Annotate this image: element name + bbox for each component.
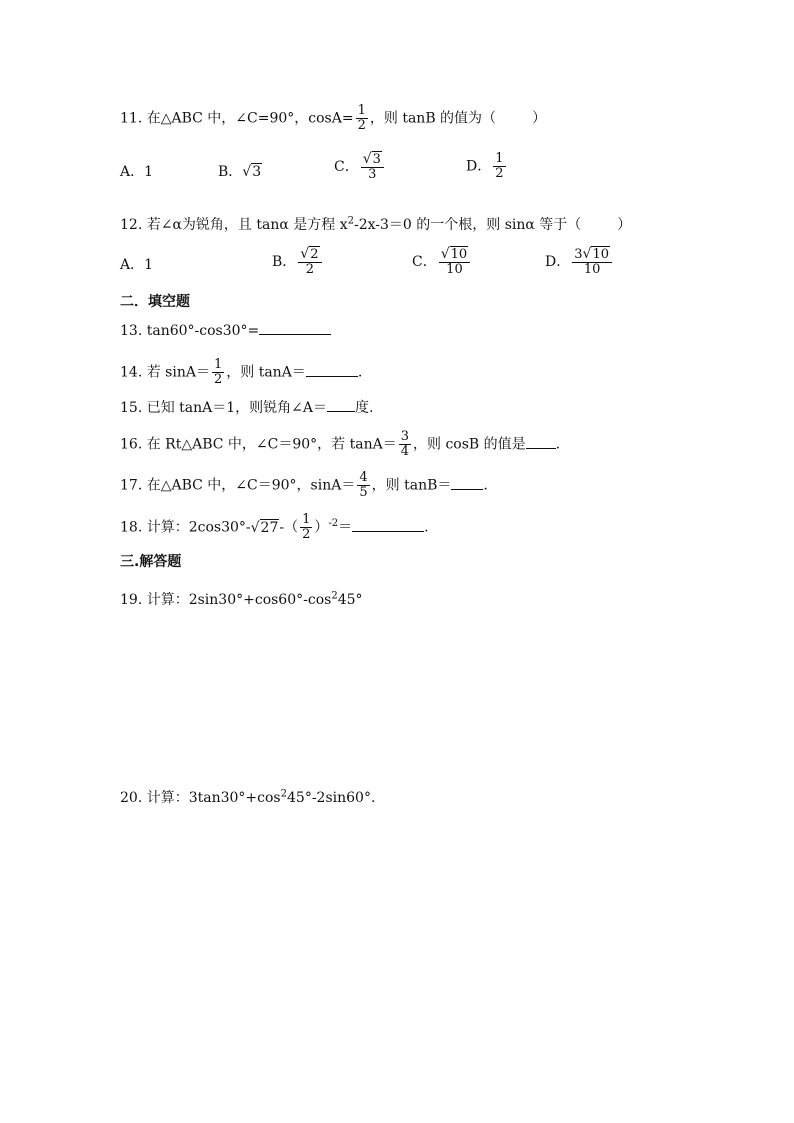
answer-blank[interactable] xyxy=(306,362,358,377)
question-text: ，则 tanB 的值为（ xyxy=(369,110,497,127)
option-b[interactable]: B． $\frac{√2}{2}$ xyxy=(272,247,324,277)
answer-blank[interactable] xyxy=(352,517,424,532)
question-20: 20. 计算：$3\tan 30^\circ+\cos^245^\circ-2\sin 60^\circ$. xyxy=(120,788,376,806)
question-13: 13. tan60°-cos30°= xyxy=(120,320,331,341)
sqrt: √3 xyxy=(242,164,262,180)
question-12: 12. 若∠α为锐角，且 tanα 是方程 $x^2-2x-3=0$ 的一个根，则 sinα 等于（ ） xyxy=(120,215,632,233)
fraction: $\frac{1}{2}$ xyxy=(302,512,311,542)
fraction: $\frac{√10}{10}$ xyxy=(439,247,470,277)
fraction: $\frac{3√10}{10}$ xyxy=(572,247,612,277)
answer-blank[interactable] xyxy=(327,397,355,412)
question-16: 16. 在 Rt△ABC 中，∠C＝90°，若 tanA＝ $\frac{3}{4}$ ，则 cosB 的值是 . xyxy=(120,429,561,459)
fraction: $\frac{√2}{2}$ xyxy=(298,247,321,277)
answer-blank[interactable] xyxy=(526,434,556,449)
fraction: $\frac{3}{4}$ xyxy=(400,429,410,459)
section-heading-fill-blank: 二．填空题 xyxy=(120,294,190,310)
fraction: $\frac{1}{2}$ xyxy=(213,357,223,387)
fraction: $\frac{1}{2}$ xyxy=(495,151,504,181)
option-d[interactable]: D． $\frac{1}{2}$ xyxy=(466,151,504,181)
question-number: 12. xyxy=(120,217,143,233)
question-number: 11. xyxy=(120,110,143,127)
answer-blank[interactable] xyxy=(259,320,331,335)
question-18: 18. 计算：2cos30°-√27-（ $\frac{1}{2}$ ）$^{-2}$＝ . xyxy=(120,512,429,542)
answer-blank[interactable] xyxy=(451,475,483,490)
question-15: 15. 已知 tanA＝1，则锐角∠A＝ 度. xyxy=(120,397,373,418)
fraction: $\frac{√3}{3}$ xyxy=(361,152,384,182)
option-b[interactable]: B．√3 xyxy=(218,164,262,180)
question-17: 17. 在△ABC 中，∠C＝90°，sinA＝ $\frac{4}{5}$ ，则 tanB＝ . xyxy=(120,470,488,500)
option-a[interactable]: A．1 xyxy=(120,164,154,180)
section-heading-solve: 三.解答题 xyxy=(120,554,182,570)
question-text: 在△ABC 中，∠C=90°，cosA= xyxy=(146,110,354,127)
sqrt: √27 xyxy=(250,519,279,536)
question-11: 11. 在△ABC 中，∠C=90°，cosA= $\frac{1}{2}$ ，则 tanB 的值为（ ） xyxy=(120,103,547,133)
option-a[interactable]: A．1 xyxy=(120,257,154,273)
fraction: $\frac{4}{5}$ xyxy=(359,470,368,500)
question-14: 14. 若 sinA＝ $\frac{1}{2}$ ，则 tanA＝ . xyxy=(120,357,363,387)
option-d[interactable]: D． $\frac{3√10}{10}$ xyxy=(545,247,614,277)
question-19: 19. 计算：$2\sin 30^\circ+\cos 60^\circ-\cos^245^\circ$ xyxy=(120,590,363,608)
option-c[interactable]: C． $\frac{√10}{10}$ xyxy=(412,247,472,277)
fraction: $\frac{1}{2}$ xyxy=(357,103,366,133)
option-c[interactable]: C． $\frac{√3}{3}$ xyxy=(334,152,386,182)
